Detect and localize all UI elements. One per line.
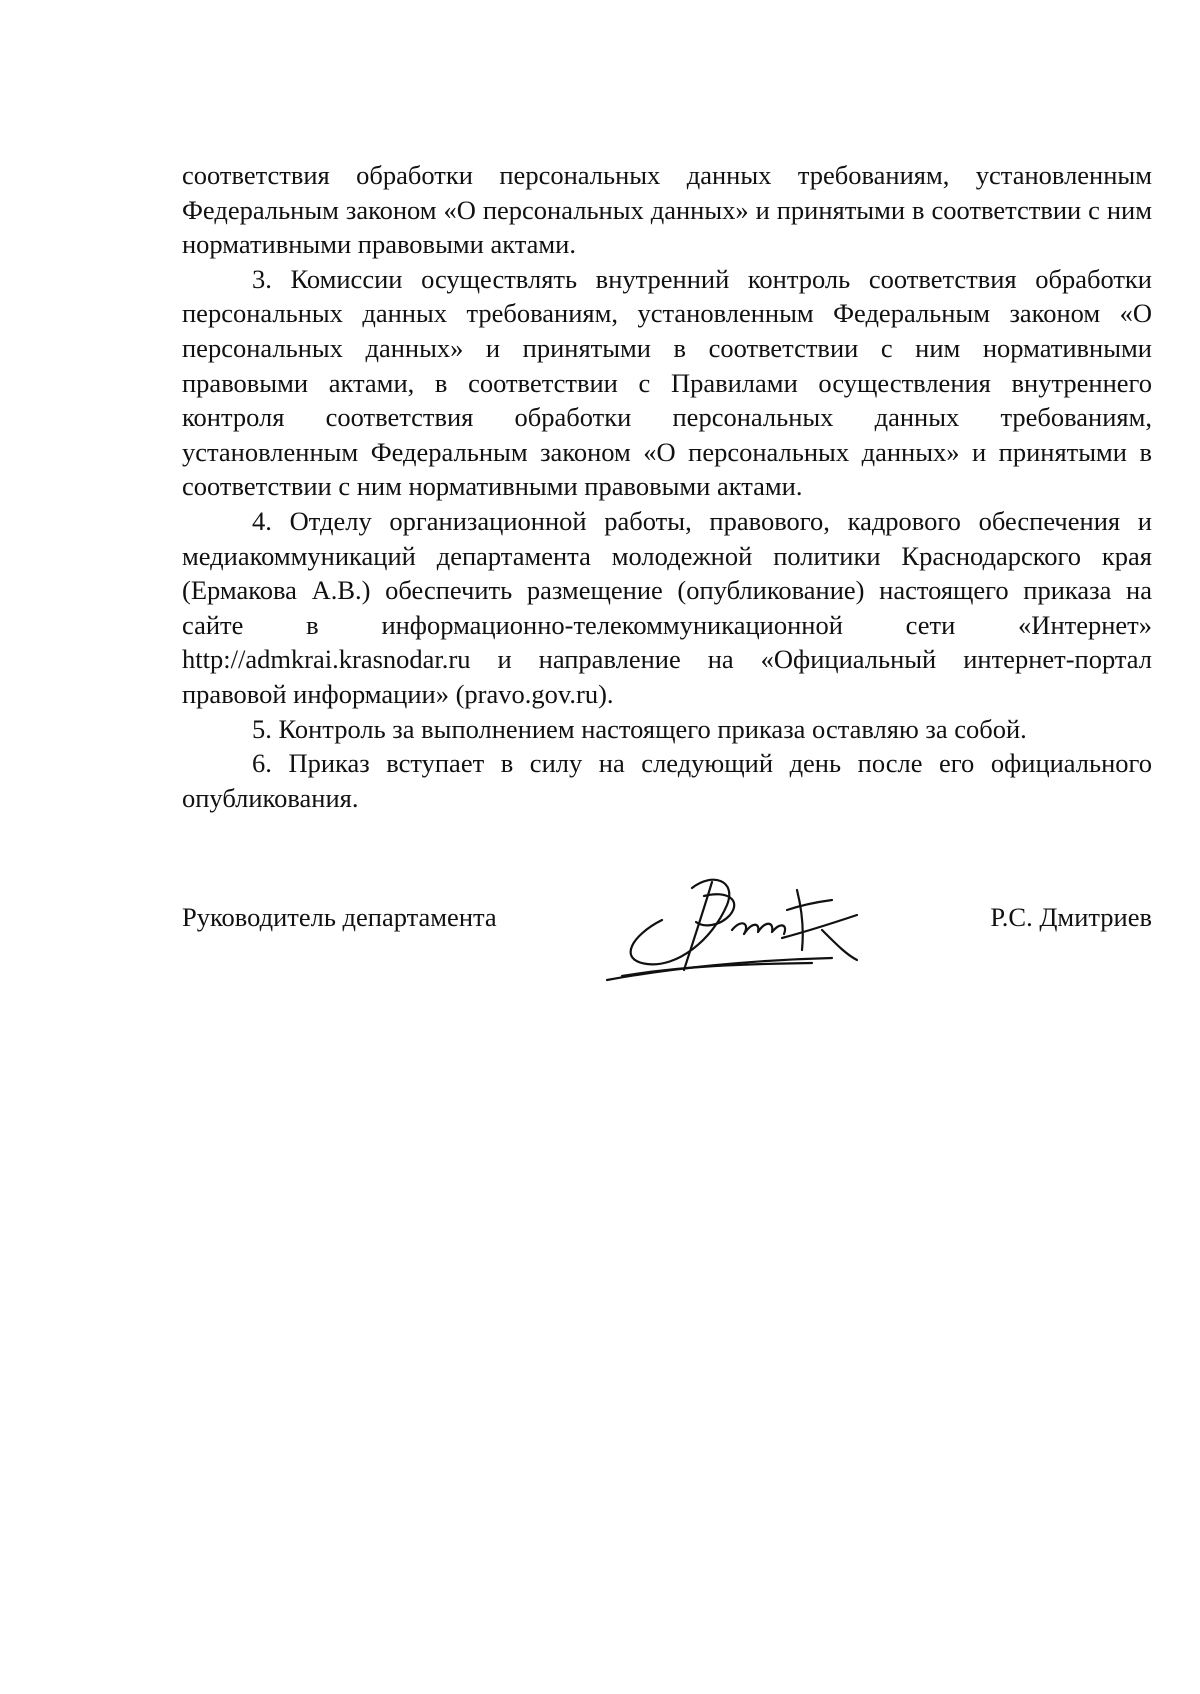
paragraph-continuation: соответствия обработки персональных данных требованиям, установленным Федеральным законом «О персональных данных» и принятыми в соответствии с ним нормативными правовыми актами. [182,160,1152,260]
paragraph-item-6: 6. Приказ вступает в силу на следующий день после его официального опубликования. [182,748,1152,813]
signature-block [182,880,1152,1000]
paragraph-item-5: 5. Контроль за выполнением настоящего приказа оставляю за собой. [252,713,1027,744]
document-body [182,158,1152,815]
handwritten-signature-icon [592,860,892,990]
paragraph-item-4: 4. Отделу организационной работы, правового, кадрового обеспечения и медиакоммуникаций департамента молодежной политики Краснодарского края (Ермакова А.В.) обеспечить размещение (опубликование) настоящего приказа на сайте в информационно-телекоммуникационной сети «Интернет» http://admkrai.krasnodar.ru и направление на «Официальный интернет-портал правовой информации» (pravo.gov.ru). [182,505,1152,709]
paragraph-item-3: 3. Комиссии осуществлять внутренний контроль соответствия обработки персональных данных требованиям, установленным Федеральным законом «О персональных данных» и принятыми в соответствии с ним нормативными правовыми актами, в соответствии с Правилами осуществления внутреннего контроля соответствия обработки персональных данных требованиям, установленным Федеральным законом «О персональных данных» и принятыми в соответствии с ним нормативными правовыми актами. [182,263,1152,502]
signatory-name: Р.С. Дмитриев [990,902,1152,932]
signatory-role: Руководитель департамента [182,902,497,932]
